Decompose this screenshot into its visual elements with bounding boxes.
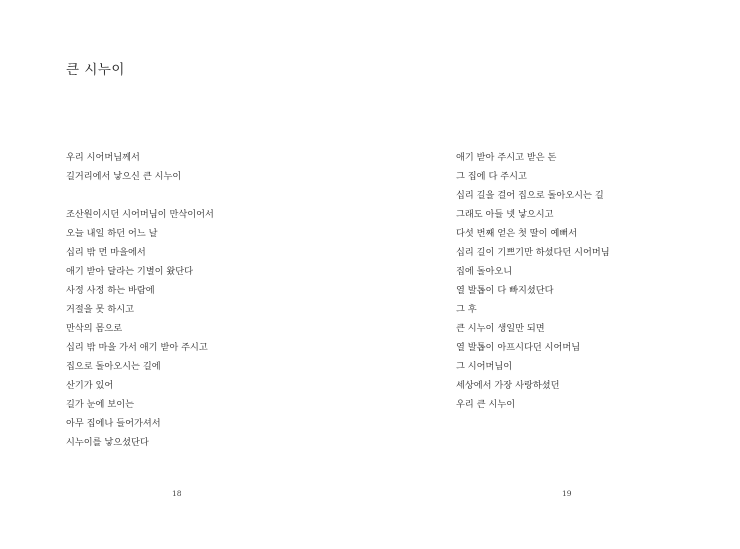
poem-line: 다섯 번째 얻은 첫 딸이 예뻐서 xyxy=(456,228,578,239)
poem-line: 우리 큰 시누이 xyxy=(456,399,516,410)
poem-line: 조산원이시던 시어머님이 만삭이어서 xyxy=(66,209,214,220)
poem-line: 우리 시어머님께서 xyxy=(66,152,140,163)
poem-line: 애기 받아 주시고 받은 돈 xyxy=(456,152,557,163)
poem-line: 아무 집에나 들어가셔서 xyxy=(66,418,161,429)
poem-line: 열 발톱이 다 빠지셨단다 xyxy=(456,285,554,296)
poem-line: 거절을 못 하시고 xyxy=(66,304,134,315)
poem-line: 그 후 xyxy=(456,304,477,315)
poem-line: 십리 밖 마을 가서 애기 받아 주시고 xyxy=(66,342,208,353)
poem-title: 큰 시누이 xyxy=(66,62,125,78)
poem-line: 시누이를 낳으셨단다 xyxy=(66,437,149,448)
poem-line: 길거리에서 낳으신 큰 시누이 xyxy=(66,171,182,182)
poem-line: 그 집에 다 주시고 xyxy=(456,171,527,182)
poem-line: 그 시어머님이 xyxy=(456,361,513,372)
poem-line: 십리 길을 걸어 집으로 돌아오시는 길 xyxy=(456,190,604,201)
left-poem xyxy=(66,148,214,452)
poem-line: 오늘 내일 하던 어느 날 xyxy=(66,228,158,239)
poem-line: 십리 밖 먼 마을에서 xyxy=(66,247,146,258)
poem-line: 만삭의 몸으로 xyxy=(66,323,123,334)
poem-line: 십리 길이 기쁘기만 하셨다던 시어머님 xyxy=(456,247,610,258)
poem-line: 그래도 아들 넷 낳으시고 xyxy=(456,209,554,220)
poem-line: 길가 눈에 보이는 xyxy=(66,399,134,410)
poem-line: 애기 받아 달라는 기별이 왔단다 xyxy=(66,266,194,277)
poem-line: 집에 돌아오니 xyxy=(456,266,513,277)
page-number-left: 18 xyxy=(172,489,182,498)
poem-line: 세상에서 가장 사랑하셨던 xyxy=(456,380,560,391)
poem-line: 산기가 있어 xyxy=(66,380,114,391)
right-poem xyxy=(456,148,610,414)
poem-line: 열 발톱이 아프시다던 시어머님 xyxy=(456,342,581,353)
poem-line: 큰 시누이 생일만 되면 xyxy=(456,323,545,334)
page-number-right: 19 xyxy=(562,489,572,498)
stanza-gap xyxy=(66,186,214,205)
poem-line: 사정 사정 하는 바람에 xyxy=(66,285,155,296)
poem-line: 집으로 돌아오시는 길에 xyxy=(66,361,161,372)
